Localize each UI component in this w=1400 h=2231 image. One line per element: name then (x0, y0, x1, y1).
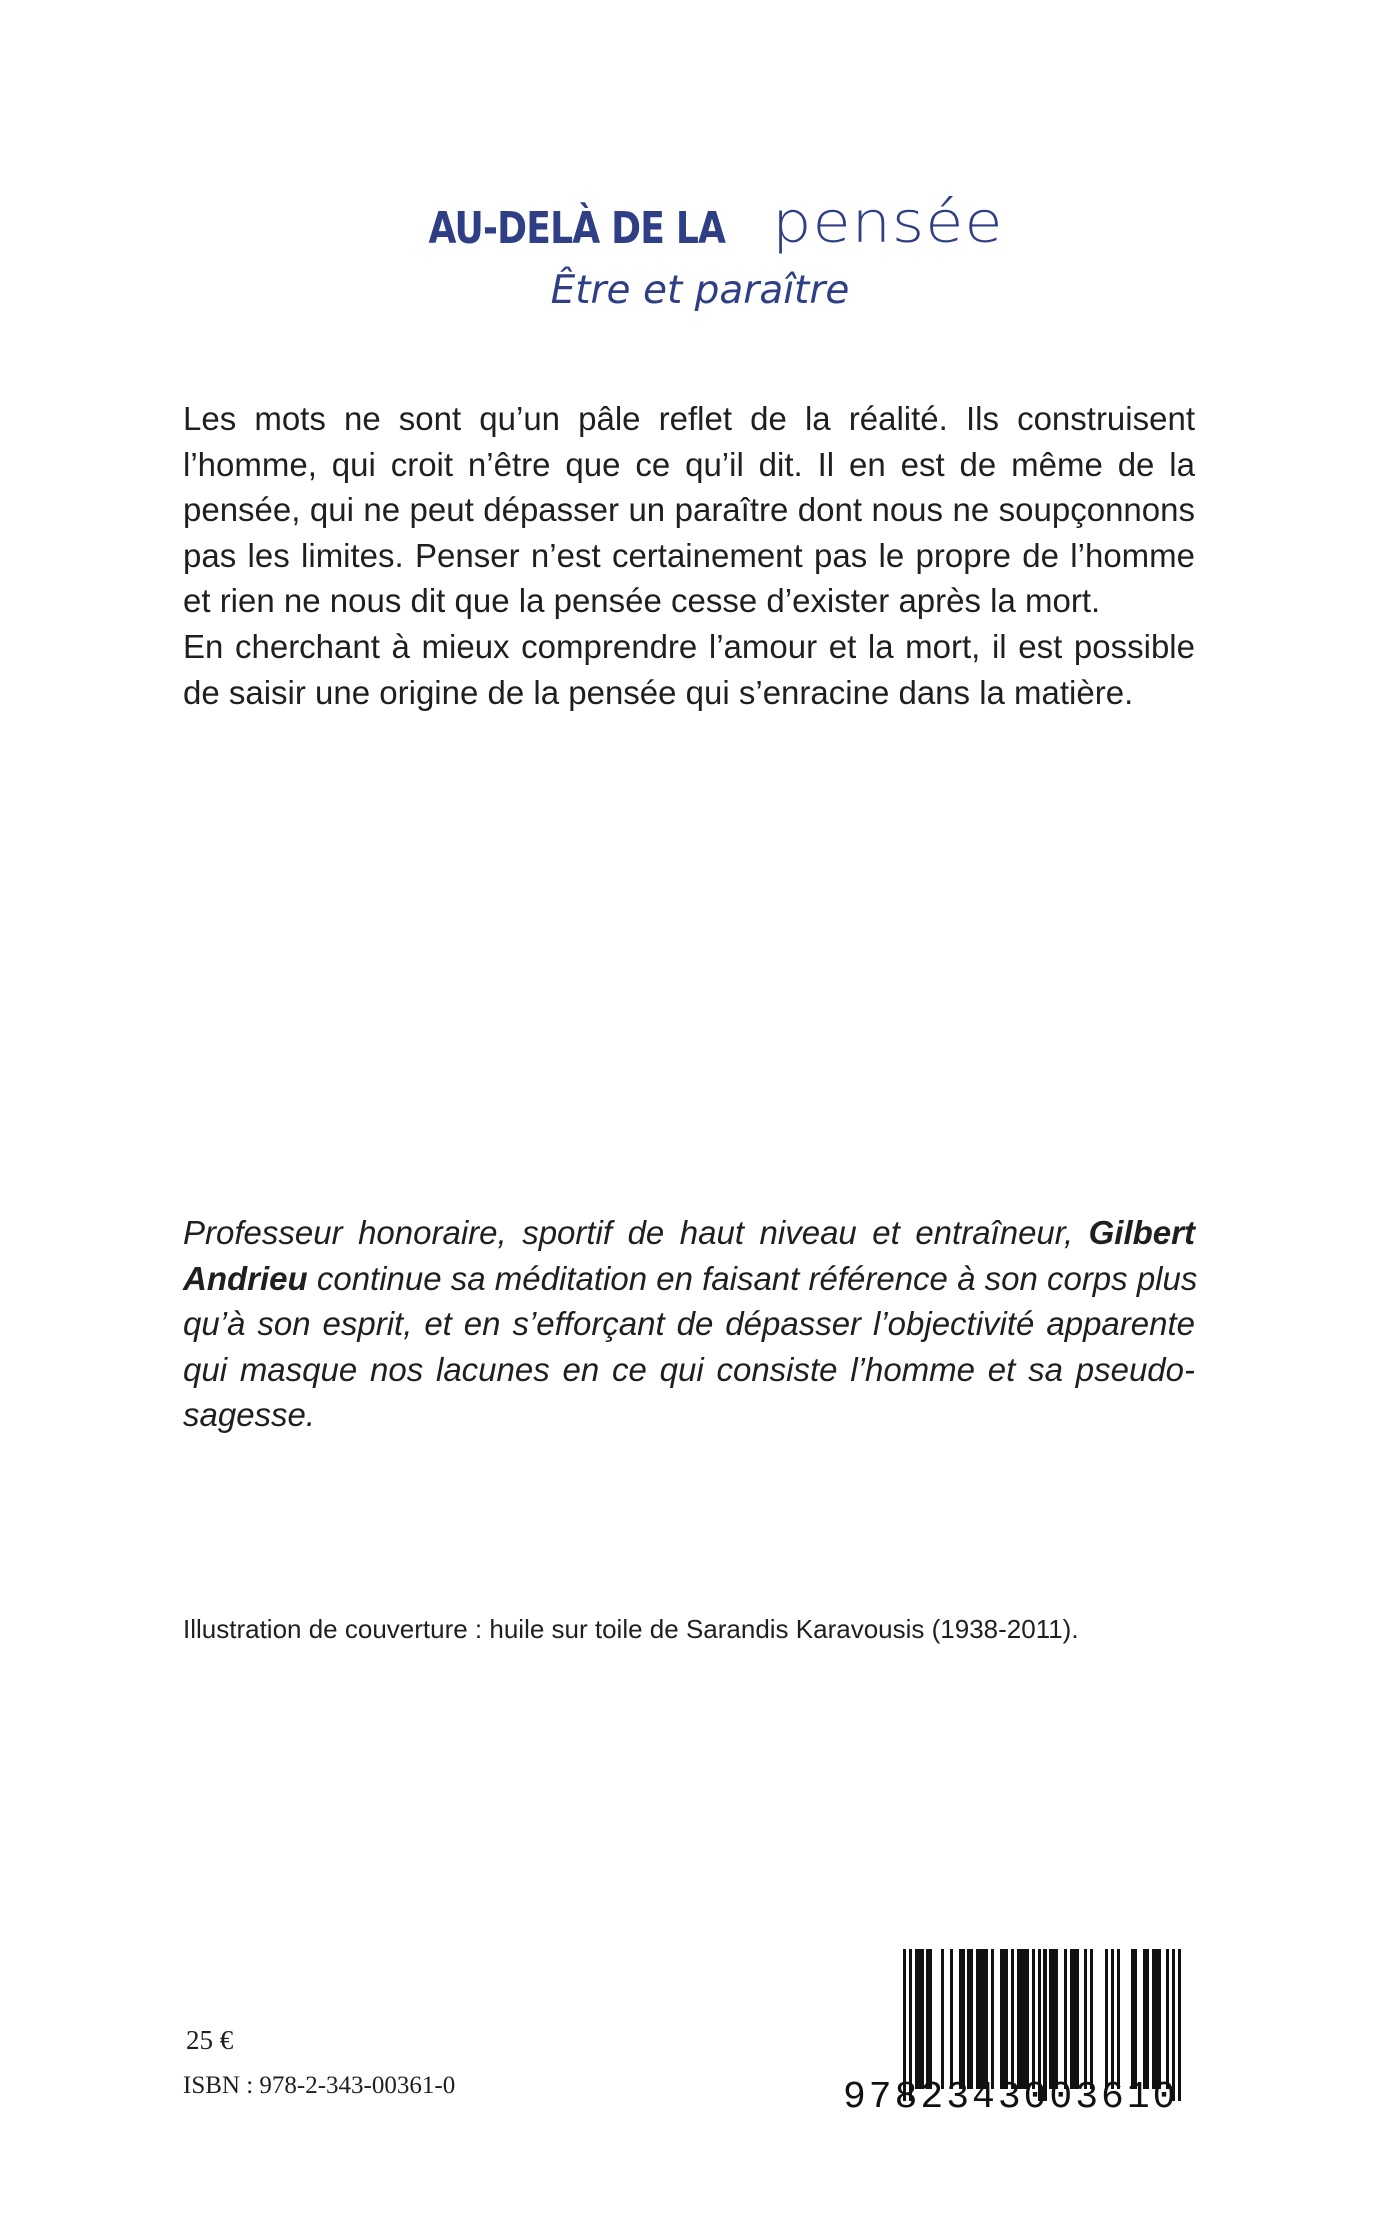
blurb-line: En cherchant à mieux comprendre l’amour et la mort, il est possible (183, 627, 1195, 665)
barcode-bar (1084, 1949, 1087, 2089)
bio-text: Professeur honoraire, sportif de haut niveau et entraîneur, (183, 1214, 1074, 1251)
barcode-bar (991, 1949, 994, 2089)
book-subtitle: Être et paraître (550, 268, 850, 313)
bio-text: continue sa méditation en faisant référence à son corps plus (316, 1259, 1198, 1297)
blurb-line: l’homme, qui croit n’être que ce qu’il dit. Il en est de même de la (183, 445, 1195, 483)
barcode-bar (1146, 1949, 1149, 2089)
author-last-name: Andrieu (183, 1259, 308, 1297)
blurb-line: pas les limites. Penser n’est certainement pas le propre de l’homme (183, 536, 1195, 574)
barcode-bar (1166, 1949, 1169, 2089)
bio-line (183, 1210, 1195, 1256)
illustration-credit: Illustration de couverture : huile sur toile de Sarandis Karavousis (1938-2011). (183, 1614, 1079, 1644)
title-accent: pensée (772, 187, 1004, 256)
bio-line (183, 1256, 1198, 1302)
barcode-bar (1032, 1949, 1035, 2089)
barcode-bar (1158, 1949, 1161, 2089)
barcode-bar (985, 1949, 988, 2089)
barcode-digits: 9782343003610 (843, 2076, 1179, 2119)
barcode-bars (903, 1949, 1181, 2089)
barcode-bar (1117, 1949, 1120, 2089)
title-main: AU-DELÀ DE LA (429, 203, 726, 254)
barcode-bar (929, 1949, 932, 2089)
barcode-bar (962, 1949, 965, 2089)
barcode (843, 1937, 1193, 2119)
barcode-bar (1111, 1949, 1114, 2089)
barcode-bar (921, 1949, 924, 2089)
barcode-bar (1134, 1949, 1137, 2089)
blurb-line: pensée, qui ne peut dépasser un paraître dont nous ne soupçonnons (183, 491, 1195, 529)
barcode-bar (1076, 1949, 1079, 2089)
barcode-bar (1105, 1949, 1108, 2089)
barcode-bar (1064, 1949, 1067, 2089)
isbn: ISBN : 978-2-343-00361-0 (183, 2072, 456, 2099)
blurb-line: et rien ne nous dit que la pensée cesse d’exister après la mort. (183, 582, 1101, 620)
barcode-bar (1005, 1949, 1008, 2089)
barcode-bar (1055, 1949, 1058, 2089)
author-first-name: Gilbert (1088, 1214, 1195, 1251)
barcode-bar (950, 1949, 953, 2089)
author-bio (183, 1210, 1198, 1438)
barcode-bar (970, 1949, 973, 2089)
blurb-line: de saisir une origine de la pensée qui s’enracine dans la matière. (183, 673, 1134, 711)
barcode-bar (1026, 1949, 1029, 2089)
blurb-line: Les mots ne sont qu’un pâle reflet de la réalité. Ils construisent (183, 400, 1195, 437)
price: 25 € (186, 2025, 234, 2055)
blurb-paragraph (183, 396, 1195, 715)
barcode-bar (1090, 1949, 1093, 2089)
barcode-bar (1011, 1949, 1014, 2089)
bio-line: sagesse. (183, 1396, 316, 1434)
bio-line: qu’à son esprit, et en s’efforçant de dépasser l’objectivité apparente (183, 1305, 1195, 1343)
barcode-bar (941, 1949, 944, 2089)
bio-line: qui masque nos lacunes en ce qui consiste l’homme et sa pseudo- (183, 1350, 1195, 1388)
book-title (0, 185, 1400, 258)
